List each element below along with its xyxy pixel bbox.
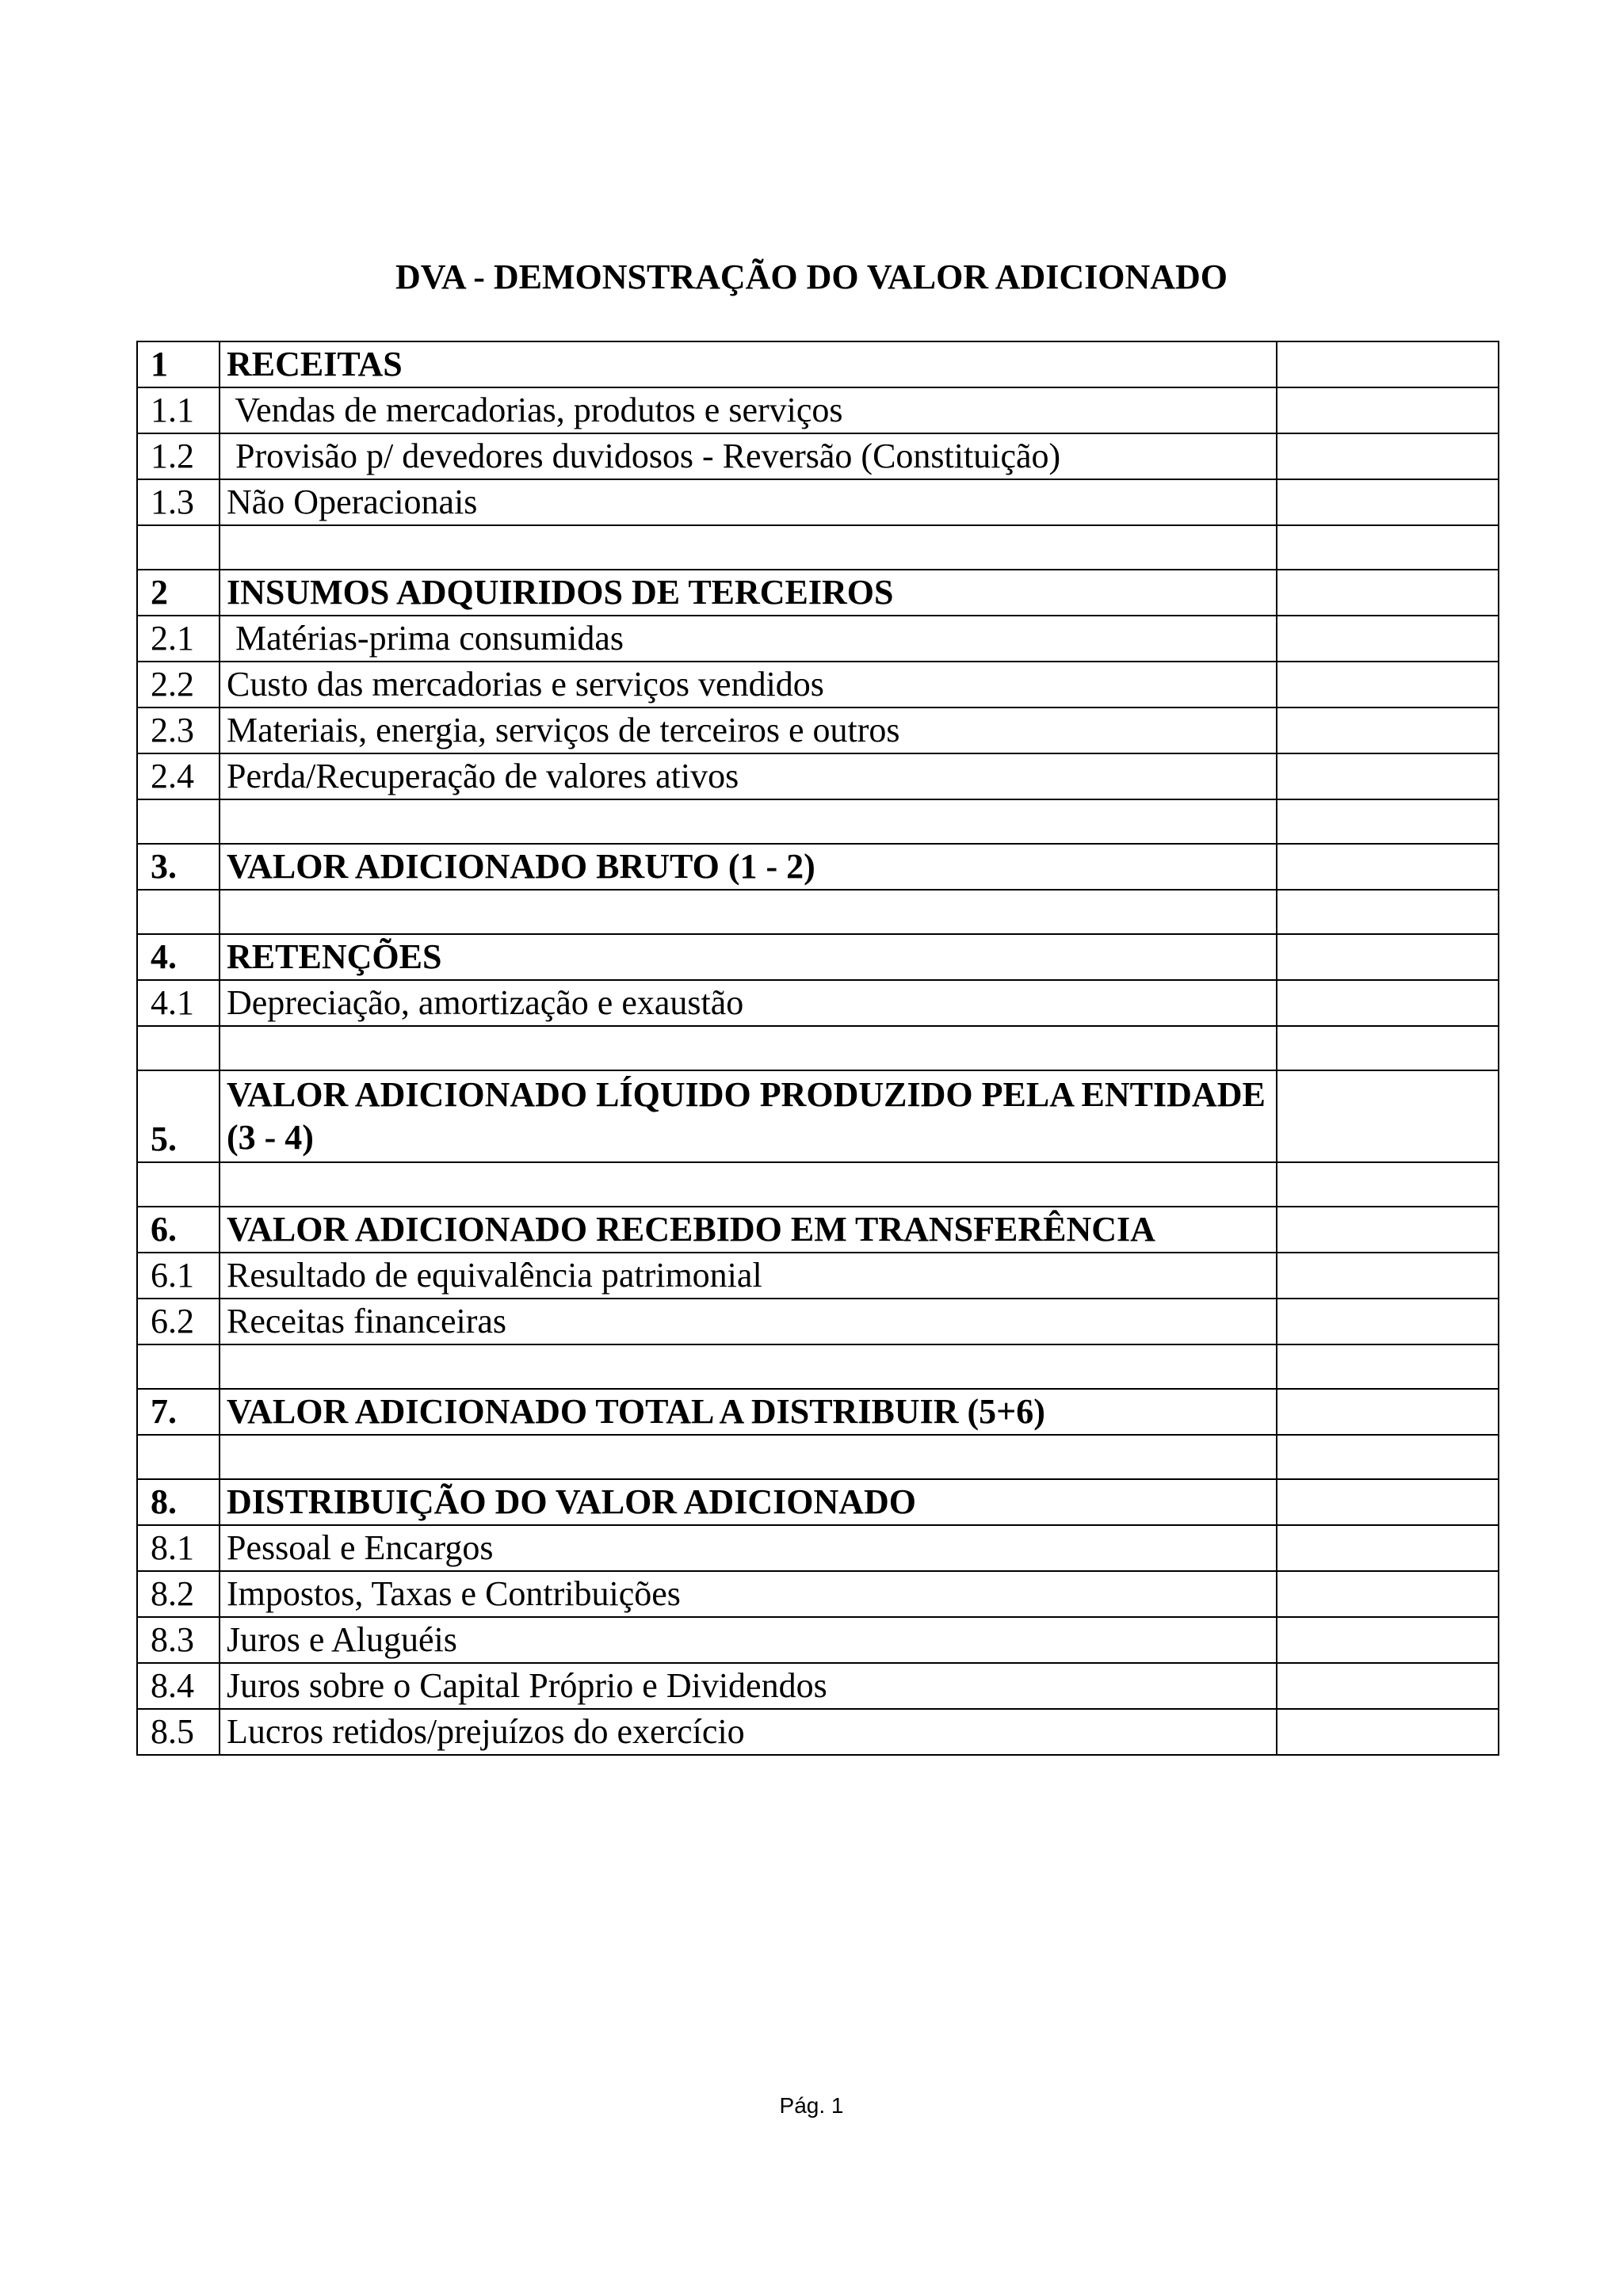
row-description: [220, 1026, 1277, 1070]
table-row: [137, 844, 1499, 890]
row-description: Impostos, Taxas e Contribuições: [220, 1571, 1277, 1617]
row-description: VALOR ADICIONADO LÍQUIDO PRODUZIDO PELA ENTIDADE (3 - 4): [220, 1070, 1277, 1162]
row-value: [1277, 890, 1499, 934]
row-value: [1277, 1479, 1499, 1525]
row-description: VALOR ADICIONADO TOTAL A DISTRIBUIR (5+6): [220, 1389, 1277, 1435]
row-description: DISTRIBUIÇÃO DO VALOR ADICIONADO: [220, 1479, 1277, 1525]
table-row: [137, 1026, 1499, 1070]
row-value: [1277, 1709, 1499, 1755]
table-row: [137, 707, 1499, 753]
row-number: [137, 1344, 220, 1389]
table-row: [137, 525, 1499, 570]
row-number: [137, 525, 220, 570]
row-value: [1277, 1299, 1499, 1344]
row-description: [220, 890, 1277, 934]
row-value: [1277, 1571, 1499, 1617]
row-description: Pessoal e Encargos: [220, 1525, 1277, 1571]
table-row: [137, 616, 1499, 662]
row-description: [220, 1162, 1277, 1207]
row-number: 1: [137, 341, 220, 387]
row-description: Não Operacionais: [220, 479, 1277, 525]
row-number: [137, 799, 220, 844]
row-value: [1277, 1389, 1499, 1435]
row-number: 8.4: [137, 1663, 220, 1709]
row-value: [1277, 616, 1499, 662]
table-row: [137, 980, 1499, 1026]
row-description: Vendas de mercadorias, produtos e serviços: [220, 387, 1277, 433]
dva-table-body: [137, 341, 1499, 1755]
row-value: [1277, 799, 1499, 844]
row-value: [1277, 1435, 1499, 1479]
row-description: Lucros retidos/prejuízos do exercício: [220, 1709, 1277, 1755]
row-description: Custo das mercadorias e serviços vendidos: [220, 662, 1277, 707]
row-number: 8.: [137, 1479, 220, 1525]
table-row: [137, 1162, 1499, 1207]
table-row: [137, 1709, 1499, 1755]
row-description: Receitas financeiras: [220, 1299, 1277, 1344]
row-number: 8.5: [137, 1709, 220, 1755]
row-number: [137, 1435, 220, 1479]
row-value: [1277, 341, 1499, 387]
table-row: [137, 1479, 1499, 1525]
table-row: [137, 934, 1499, 980]
table-row: [137, 799, 1499, 844]
row-value: [1277, 1207, 1499, 1253]
row-number: 3.: [137, 844, 220, 890]
row-description: [220, 1344, 1277, 1389]
row-number: 8.3: [137, 1617, 220, 1663]
table-row: [137, 387, 1499, 433]
row-value: [1277, 1026, 1499, 1070]
table-row: [137, 1070, 1499, 1162]
table-row: [137, 433, 1499, 479]
row-number: 6.1: [137, 1253, 220, 1299]
table-row: [137, 662, 1499, 707]
row-number: 6.2: [137, 1299, 220, 1344]
row-value: [1277, 1663, 1499, 1709]
row-value: [1277, 707, 1499, 753]
row-value: [1277, 934, 1499, 980]
row-value: [1277, 525, 1499, 570]
table-row: [137, 570, 1499, 616]
row-description: Provisão p/ devedores duvidosos - Reversão (Constituição): [220, 433, 1277, 479]
row-value: [1277, 479, 1499, 525]
row-description: VALOR ADICIONADO RECEBIDO EM TRANSFERÊNCIA: [220, 1207, 1277, 1253]
row-description: VALOR ADICIONADO BRUTO (1 - 2): [220, 844, 1277, 890]
row-description: INSUMOS ADQUIRIDOS DE TERCEIROS: [220, 570, 1277, 616]
row-value: [1277, 844, 1499, 890]
row-value: [1277, 570, 1499, 616]
table-row: [137, 1299, 1499, 1344]
row-number: 4.1: [137, 980, 220, 1026]
row-value: [1277, 1253, 1499, 1299]
table-row: [137, 753, 1499, 799]
table-row: [137, 1389, 1499, 1435]
row-number: 8.1: [137, 1525, 220, 1571]
row-value: [1277, 1162, 1499, 1207]
row-number: 2: [137, 570, 220, 616]
table-row: [137, 1571, 1499, 1617]
table-row: [137, 890, 1499, 934]
row-value: [1277, 662, 1499, 707]
row-description: [220, 799, 1277, 844]
row-value: [1277, 433, 1499, 479]
row-description: [220, 1435, 1277, 1479]
row-number: 1.1: [137, 387, 220, 433]
table-row: [137, 1663, 1499, 1709]
row-value: [1277, 1344, 1499, 1389]
row-number: [137, 890, 220, 934]
row-description: Juros sobre o Capital Próprio e Dividendos: [220, 1663, 1277, 1709]
table-row: [137, 1525, 1499, 1571]
row-description: RECEITAS: [220, 341, 1277, 387]
page-number: Pág. 1: [779, 2093, 844, 2118]
row-description: RETENÇÕES: [220, 934, 1277, 980]
row-number: 1.3: [137, 479, 220, 525]
row-number: 5.: [137, 1070, 220, 1162]
row-number: 4.: [137, 934, 220, 980]
table-row: [137, 1344, 1499, 1389]
row-number: [137, 1026, 220, 1070]
table-row: [137, 1435, 1499, 1479]
row-number: 2.4: [137, 753, 220, 799]
row-number: 2.1: [137, 616, 220, 662]
row-value: [1277, 1070, 1499, 1162]
table-row: [137, 1617, 1499, 1663]
table-row: [137, 341, 1499, 387]
table-row: [137, 1207, 1499, 1253]
row-number: 2.3: [137, 707, 220, 753]
row-number: 8.2: [137, 1571, 220, 1617]
row-description: Matérias-prima consumidas: [220, 616, 1277, 662]
row-number: 1.2: [137, 433, 220, 479]
row-value: [1277, 753, 1499, 799]
row-number: [137, 1162, 220, 1207]
row-value: [1277, 1525, 1499, 1571]
row-number: 7.: [137, 1389, 220, 1435]
dva-table: [136, 341, 1499, 1756]
row-description: Materiais, energia, serviços de terceiros e outros: [220, 707, 1277, 753]
table-row: [137, 1253, 1499, 1299]
row-description: Perda/Recuperação de valores ativos: [220, 753, 1277, 799]
row-description: Depreciação, amortização e exaustão: [220, 980, 1277, 1026]
table-row: [137, 479, 1499, 525]
row-value: [1277, 980, 1499, 1026]
row-description: Juros e Aluguéis: [220, 1617, 1277, 1663]
row-description: [220, 525, 1277, 570]
row-description: Resultado de equivalência patrimonial: [220, 1253, 1277, 1299]
row-number: 2.2: [137, 662, 220, 707]
row-value: [1277, 1617, 1499, 1663]
row-number: 6.: [137, 1207, 220, 1253]
row-value: [1277, 387, 1499, 433]
page-title: DVA - DEMONSTRAÇÃO DO VALOR ADICIONADO: [395, 257, 1228, 296]
